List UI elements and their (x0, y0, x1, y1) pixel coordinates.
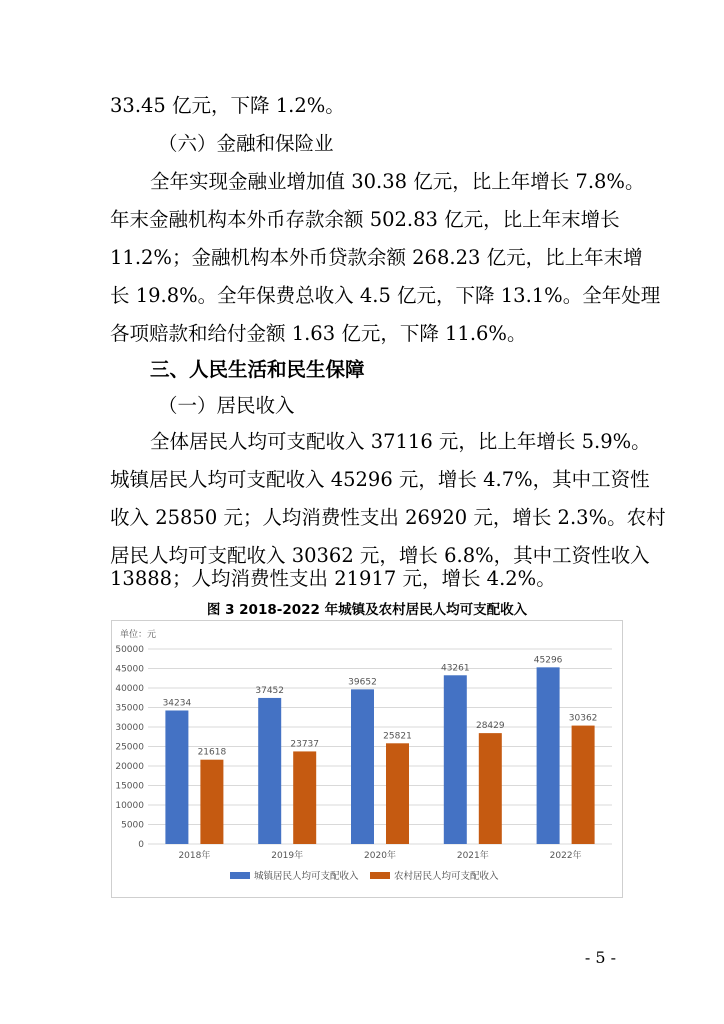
paragraph-line: 长 19.8%。全年保费总收入 4.5 亿元，下降 13.1%。全年处理 (110, 284, 661, 307)
y-tick-label: 30000 (115, 723, 144, 733)
y-tick-label: 40000 (115, 684, 144, 694)
bar-rural (200, 760, 223, 844)
legend-label: 城镇居民人均可支配收入 (254, 871, 359, 882)
income-chart-frame (111, 620, 623, 898)
bar-rural (479, 733, 502, 844)
paragraph-line: 年末金融机构本外币存款余额 502.83 亿元，比上年末增长 (110, 208, 620, 231)
data-label: 37452 (255, 685, 285, 696)
paragraph-line: 居民人均可支配收入 30362 元，增长 6.8%，其中工资性收入 (110, 544, 650, 567)
y-tick-label: 10000 (115, 801, 144, 811)
x-tick-label: 2021年 (456, 851, 489, 861)
y-tick-label: 45000 (115, 664, 144, 675)
y-tick-label: 25000 (115, 742, 144, 753)
section-heading-finance: （六）金融和保险业 (158, 132, 334, 155)
y-tick-label: 35000 (115, 703, 144, 714)
bar-urban (258, 698, 281, 844)
subsection-heading-income: （一）居民收入 (158, 394, 295, 417)
paragraph-line: 11.2%；金融机构本外币贷款余额 268.23 亿元，比上年末增 (110, 246, 643, 269)
y-tick-label: 15000 (115, 781, 144, 792)
y-tick-label: 5000 (121, 820, 144, 831)
page-number: - 5 - (584, 948, 616, 967)
data-label: 39652 (348, 677, 377, 688)
data-label: 34234 (162, 698, 192, 709)
data-label: 30362 (568, 713, 598, 724)
x-tick-label: 2018年 (178, 851, 211, 861)
section-heading-livelihood: 三、人民生活和民生保障 (150, 358, 365, 381)
legend-swatch (370, 872, 390, 879)
bar-urban (537, 667, 560, 844)
paragraph-line: 13888；人均消费性支出 21917 元，增长 4.2%。 (110, 567, 556, 590)
legend-label: 农村居民人均可支配收入 (394, 871, 499, 882)
data-label: 45296 (533, 655, 563, 666)
data-label: 25821 (383, 731, 412, 742)
bar-urban (444, 675, 467, 844)
paragraph-line: 收入 25850 元；人均消费性支出 26920 元，增长 2.3%。农村 (110, 506, 666, 529)
y-tick-label: 20000 (115, 762, 144, 772)
data-label: 21618 (197, 747, 227, 758)
legend-swatch (230, 872, 250, 879)
x-tick-label: 2020年 (364, 851, 396, 861)
paragraph-line: 33.45 亿元，下降 1.2%。 (110, 94, 345, 117)
income-bar-chart (112, 621, 622, 897)
bar-urban (351, 689, 374, 844)
bar-rural (386, 743, 409, 844)
data-label: 28429 (475, 721, 505, 732)
paragraph-line: 各项赔款和给付金额 1.63 亿元，下降 11.6%。 (110, 322, 527, 345)
paragraph-line: 全体居民人均可支配收入 37116 元，比上年增长 5.9%。 (150, 430, 651, 453)
x-tick-label: 2019年 (271, 851, 304, 861)
bar-rural (293, 751, 316, 844)
y-tick-label: 0 (138, 840, 144, 850)
chart-caption: 图 3 2018-2022 年城镇及农村居民人均可支配收入 (206, 602, 528, 618)
x-tick-label: 2022年 (549, 851, 582, 861)
bar-urban (165, 710, 188, 844)
bar-rural (572, 726, 595, 844)
data-label: 43261 (440, 663, 470, 674)
data-label: 23737 (290, 739, 320, 750)
paragraph-line: 全年实现金融业增加值 30.38 亿元，比上年增长 7.8%。 (150, 170, 645, 193)
paragraph-line: 城镇居民人均可支配收入 45296 元，增长 4.7%，其中工资性 (110, 468, 650, 491)
chart-unit-label: 单位：元 (120, 630, 157, 640)
y-tick-label: 50000 (115, 645, 144, 655)
